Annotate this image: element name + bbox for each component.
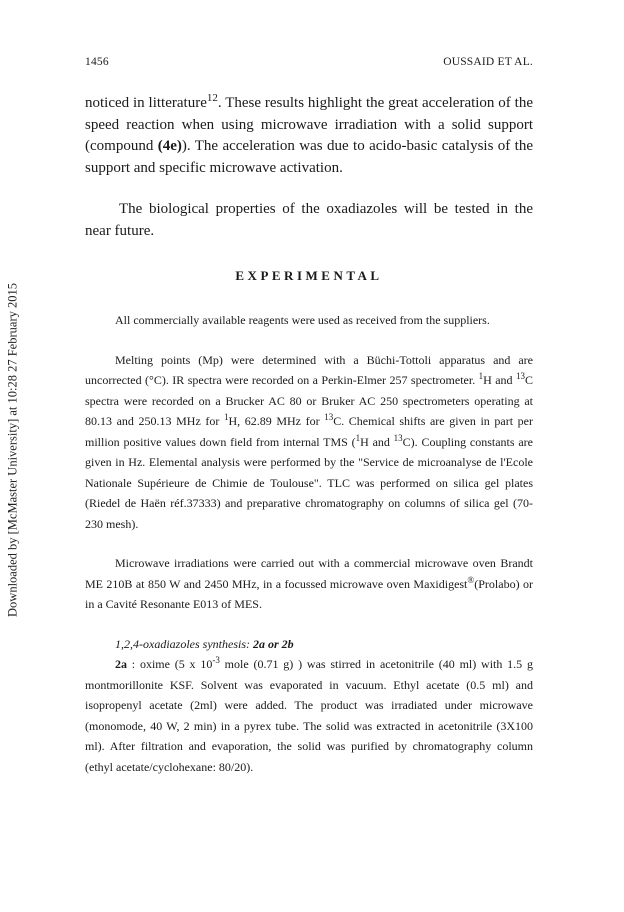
synthesis-title-compounds: 2a or 2b: [252, 636, 294, 651]
methods-text-7: C). Coupling constants are given in Hz. Elemental analysis were performed by the "Service de microanalyse de l'Ecole Nationale Supérieure de Chimie de Toulouse". TLC was performed on silica gel plates (Riedel de Haën réf.37333) and preparative chromatography on columns of silica gel (70-230 mesh).: [85, 434, 533, 531]
synthesis-paragraph: [85, 654, 533, 777]
microwave-paragraph: [85, 553, 533, 615]
methods-paragraph: [85, 350, 533, 535]
section-heading-experimental: EXPERIMENTAL: [235, 268, 383, 283]
results-text-1: noticed in litterature: [85, 95, 207, 111]
synthesis-subheading: [85, 634, 533, 655]
methods-text-4: H, 62.89 MHz for: [228, 414, 325, 428]
results-text-3: ). The acceleration was due to acido-basic catalysis of the support and specific microwave activation.: [85, 138, 533, 176]
sup-1h-c: 1: [355, 432, 361, 443]
sup-13c-b: 13: [324, 412, 334, 422]
synthesis-text-2: mole (0.71 g) ) was stirred in acetonitrile (40 ml) with 1.5 g montmorillonite KSF. Solvent was evaporated in vacuum. Ethyl acetate (0.5 ml) and isopropenyl acetate (2ml) were added. The product was irradiated under microwave (monomode, 40 W, 2 min) in a pyrex tube. The solid was extracted in acetonitrile (3X100 ml). After filtration and evaporation, the solid was purified by chromatography column (ethyl acetate/cyclohexane: 80/20).: [85, 657, 533, 774]
results-text-2: . These results highlight the great acceleration of the speed reaction when using microwave irradiation with a solid support (compound: [85, 95, 533, 154]
methods-text-1: Melting points (Mp) were determined with a Büchi-Tottoli apparatus and are uncorrected (°C). IR spectra were recorded on a Perkin-Elmer 257 spectrometer.: [85, 352, 533, 387]
reagents-paragraph: All commercially available reagents were used as received from the suppliers.: [115, 313, 490, 327]
exponent-minus-3: -3: [212, 655, 220, 665]
sup-13c-c: 13: [393, 432, 403, 443]
methods-text-2: H and: [483, 373, 516, 387]
sup-13c-a: 13: [515, 371, 525, 381]
microwave-text-1: Microwave irradiations were carried out with a commercial microwave oven Brandt ME 210B at 850 W and 2450 MHz, in a focussed microwave oven Maxidigest: [85, 556, 533, 591]
page-number: 1456: [85, 56, 109, 68]
outlook-paragraph: The biological properties of the oxadiazoles will be tested in the near future.: [85, 201, 533, 239]
download-watermark: [3, 270, 23, 630]
download-watermark-text: Downloaded by [McMaster University] at 10:28 27 February 2015: [5, 283, 20, 617]
microwave-text-2: (Prolabo) or in a Cavité Resonante E013 of MES.: [85, 576, 533, 611]
registered-mark: ®: [467, 574, 475, 585]
running-header: [85, 56, 533, 68]
methods-text-6: H and: [360, 434, 394, 449]
results-paragraph: [85, 88, 533, 179]
compound-2a-label: 2a: [115, 657, 127, 671]
sup-1h-b: 1: [223, 412, 229, 422]
paper-page: [85, 56, 533, 777]
synthesis-text-1: : oxime (5 x 10: [127, 657, 213, 671]
synthesis-title: 1,2,4-oxadiazoles synthesis:: [115, 636, 253, 651]
methods-text-3: C spectra were recorded on a Brucker AC 80 or Bruker AC 250 spectrometers operating at 80.13 and 250.13 MHz for: [85, 373, 533, 428]
running-authors: OUSSAID ET AL.: [443, 56, 533, 68]
methods-text-5: C. Chemical shifts are given in part per million positive values down field from internal TMS (: [85, 414, 533, 449]
reference-12: 12: [206, 92, 218, 104]
sup-1h-a: 1: [478, 371, 484, 381]
compound-4e: (4e): [157, 138, 182, 154]
